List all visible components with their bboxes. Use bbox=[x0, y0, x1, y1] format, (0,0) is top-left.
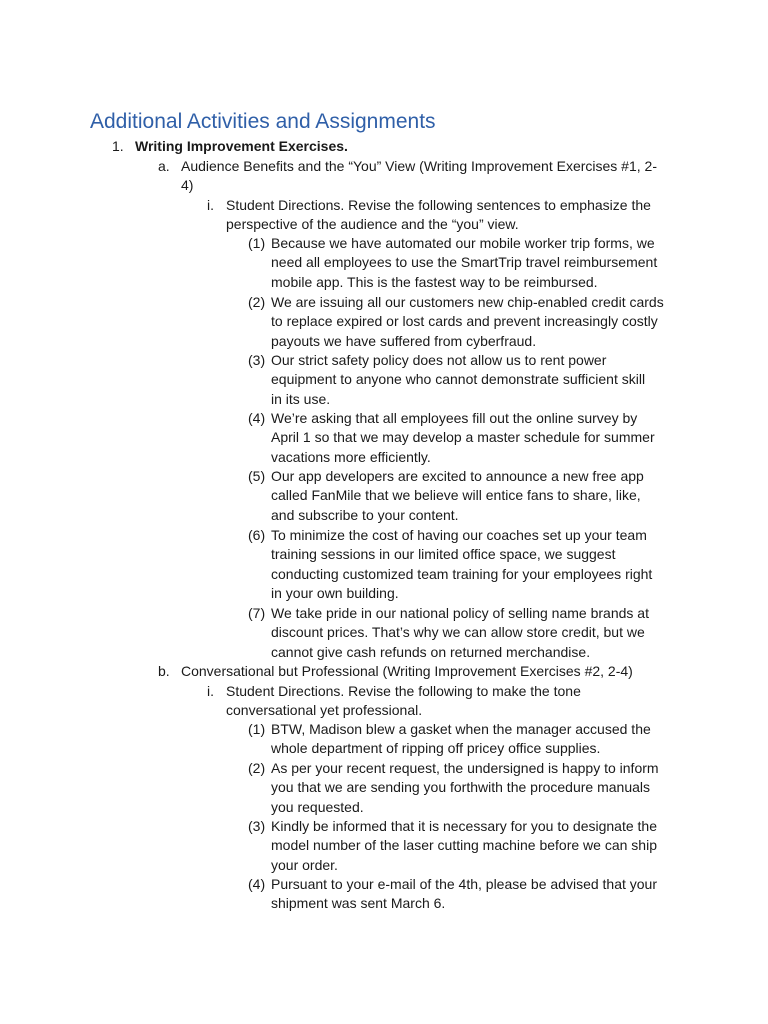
text-line: Kindly be informed that it is necessary for you to designate the bbox=[271, 818, 657, 834]
item-marker: (5) bbox=[248, 468, 266, 484]
text-line: We’re asking that all employees fill out the online survey by bbox=[271, 410, 638, 426]
text-line: mobile app. This is the fastest way to be reimbursed. bbox=[271, 273, 598, 290]
list-letter-b: b. bbox=[158, 663, 170, 679]
text-line: vacations more efficiently. bbox=[271, 448, 431, 465]
list-item bbox=[271, 409, 655, 467]
text-line: Audience Benefits and the “You” View (Writing Improvement Exercises #1, 2- bbox=[181, 158, 657, 174]
student-directions-b bbox=[226, 682, 581, 721]
item-marker: (4) bbox=[248, 876, 266, 892]
text-line: Conversational but Professional (Writing Improvement Exercises #2, 2-4) bbox=[181, 663, 633, 679]
list-item bbox=[271, 720, 651, 759]
page-title: Additional Activities and Assignments bbox=[90, 110, 436, 133]
text-line: called FanMile that we believe will entice fans to share, like, bbox=[271, 487, 641, 504]
list-item bbox=[271, 526, 652, 604]
text-line: To minimize the cost of having our coaches set up your team bbox=[271, 527, 647, 543]
item-marker: (4) bbox=[248, 410, 266, 426]
list-item bbox=[271, 875, 657, 914]
item-marker: (6) bbox=[248, 527, 266, 543]
subsection-b-title bbox=[181, 662, 633, 681]
text-line: Student Directions. Revise the following sentences to emphasize the bbox=[226, 197, 651, 213]
text-line: equipment to anyone who cannot demonstrate sufficient skill bbox=[271, 371, 646, 388]
list-roman-i: i. bbox=[207, 683, 214, 699]
text-line: you that we are sending you forthwith the procedure manuals bbox=[271, 779, 651, 796]
text-line: Our strict safety policy does not allow us to rent power bbox=[271, 352, 607, 368]
text-line: you requested. bbox=[271, 798, 364, 815]
text-line: your order. bbox=[271, 856, 338, 873]
text-line: Pursuant to your e-mail of the 4th, please be advised that your bbox=[271, 876, 658, 892]
item-marker: (1) bbox=[248, 721, 266, 737]
list-letter-a: a. bbox=[158, 158, 170, 174]
text-line: We are issuing all our customers new chip-enabled credit cards bbox=[271, 294, 664, 310]
list-item bbox=[271, 817, 657, 875]
text-line: BTW, Madison blew a gasket when the manager accused the bbox=[271, 721, 651, 737]
item-marker: (1) bbox=[248, 235, 266, 251]
text-line: discount prices. That’s why we can allow store credit, but we bbox=[271, 624, 645, 641]
list-item bbox=[271, 234, 657, 292]
list-item bbox=[271, 293, 664, 351]
list-item bbox=[271, 467, 644, 525]
text-line: 4) bbox=[181, 177, 194, 194]
text-line: Because we have automated our mobile worker trip forms, we bbox=[271, 235, 655, 251]
list-item bbox=[271, 759, 659, 817]
text-line: We take pride in our national policy of selling name brands at bbox=[271, 605, 649, 621]
list-item bbox=[271, 604, 649, 662]
subsection-a-title bbox=[181, 157, 657, 196]
text-line: shipment was sent March 6. bbox=[271, 895, 446, 912]
text-line: conversational yet professional. bbox=[226, 702, 423, 719]
item-marker: (2) bbox=[248, 760, 266, 776]
list-number-1: 1. bbox=[112, 138, 124, 154]
list-item bbox=[271, 351, 645, 409]
text-line: model number of the laser cutting machine before we can ship bbox=[271, 837, 657, 854]
text-line: conducting customized team training for your employees right bbox=[271, 565, 653, 582]
item-marker: (3) bbox=[248, 352, 266, 368]
text-line: need all employees to use the SmartTrip travel reimbursement bbox=[271, 254, 658, 271]
item-marker: (7) bbox=[248, 605, 266, 621]
section-title: Writing Improvement Exercises. bbox=[135, 138, 348, 154]
text-line: April 1 so that we may develop a master schedule for summer bbox=[271, 429, 655, 446]
text-line: whole department of ripping off pricey office supplies. bbox=[271, 740, 601, 757]
text-line: Our app developers are excited to announce a new free app bbox=[271, 468, 644, 484]
student-directions-a bbox=[226, 196, 651, 235]
text-line: and subscribe to your content. bbox=[271, 506, 459, 523]
text-line: training sessions in our limited office space, we suggest bbox=[271, 546, 616, 563]
text-line: cannot give cash refunds on returned merchandise. bbox=[271, 643, 591, 660]
text-line: Student Directions. Revise the following to make the tone bbox=[226, 683, 581, 699]
text-line: payouts we have suffered from cyberfraud. bbox=[271, 332, 537, 349]
text-line: perspective of the audience and the “you” view. bbox=[226, 216, 519, 233]
item-marker: (2) bbox=[248, 294, 266, 310]
text-line: to replace expired or lost cards and prevent increasingly costly bbox=[271, 313, 658, 330]
text-line: As per your recent request, the undersigned is happy to inform bbox=[271, 760, 659, 776]
item-marker: (3) bbox=[248, 818, 266, 834]
text-line: in your own building. bbox=[271, 585, 399, 602]
list-roman-i: i. bbox=[207, 197, 214, 213]
text-line: in its use. bbox=[271, 390, 331, 407]
